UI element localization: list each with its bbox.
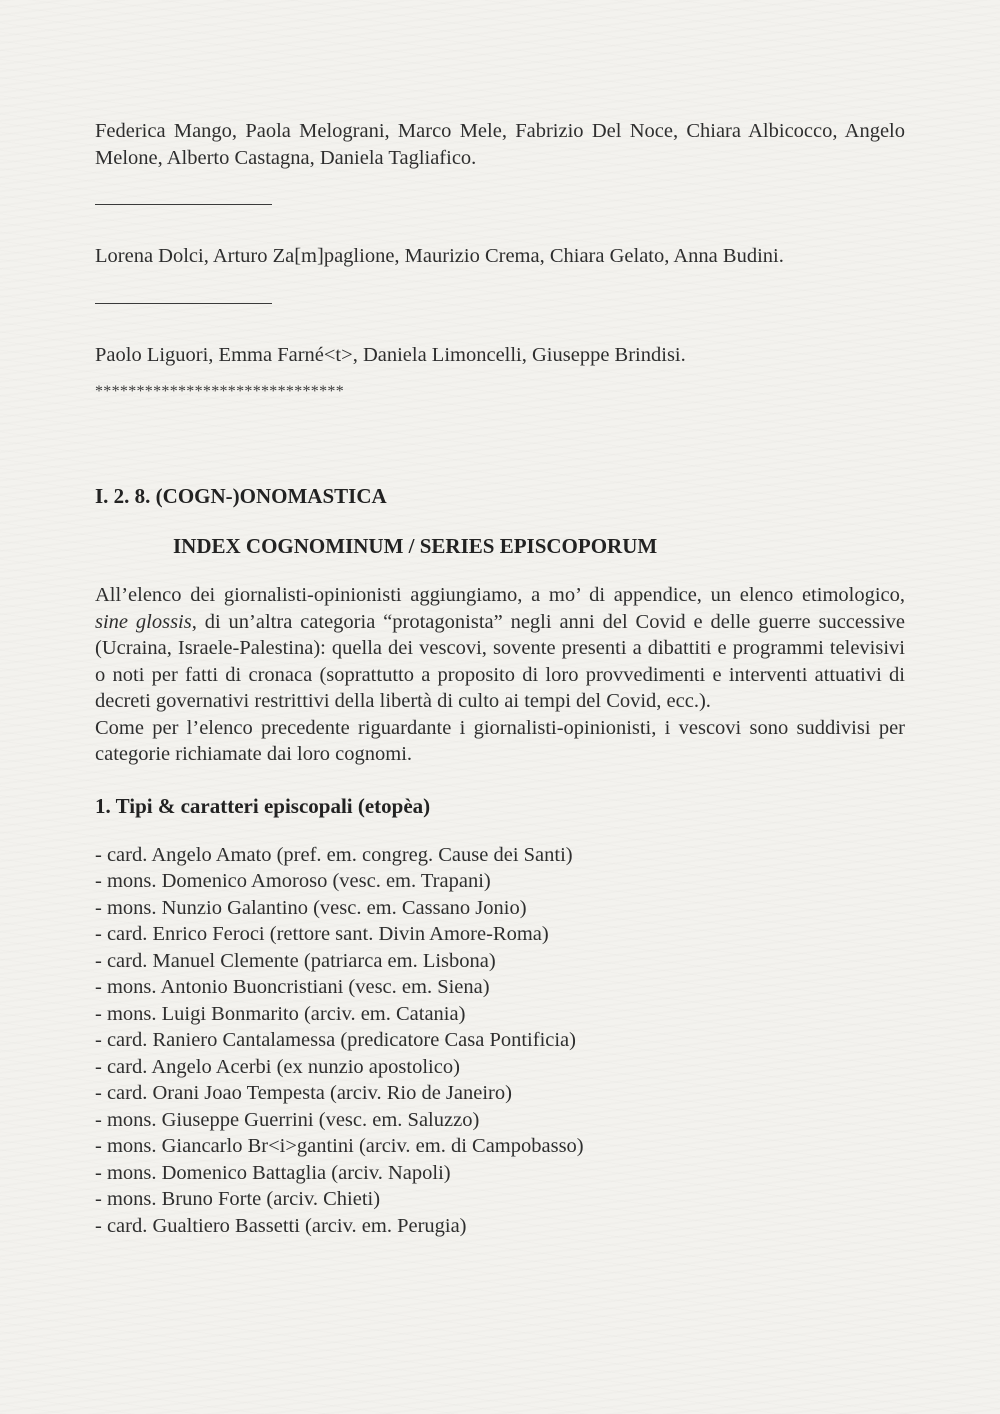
list-item: - mons. Nunzio Galantino (vesc. em. Cassano Jonio): [95, 896, 527, 919]
bishop-list: [95, 842, 905, 1240]
intro-text-part2: , di un’altra categoria “protagonista” negli anni del Covid e delle guerre successive (Ucraina, Israele-Palestina): quella dei vescovi, sovente presenti a dibattiti e programmi televisivi o noti per fatti di cronaca (soprattutto a proposito di loro provvedimenti e interventi attuativi di decreti governativi restrittivi della libertà di culto ai tempi del Covid, ecc.).: [95, 610, 905, 712]
intro-paragraph: [95, 582, 905, 715]
name-group-2: Lorena Dolci, Arturo Za[m]paglione, Maurizio Crema, Chiara Gelato, Anna Budini.: [95, 245, 784, 267]
name-group-1: Federica Mango, Paola Melograni, Marco Mele, Fabrizio Del Noce, Chiara Albicocco, Angelo Melone, Alberto Castagna, Daniela Tagliafico.: [95, 120, 905, 169]
list-item: - mons. Bruno Forte (arciv. Chieti): [95, 1188, 381, 1210]
list-item: - card. Enrico Feroci (rettore sant. Divin Amore-Roma): [95, 923, 549, 945]
document-content: [95, 118, 905, 1239]
list-item: - card. Orani Joao Tempesta (arciv. Rio de Janeiro): [95, 1082, 512, 1104]
list-item: - card. Gualtiero Bassetti (arciv. em. Perugia): [95, 1214, 467, 1237]
section-heading: I. 2. 8. (COGN-)ONOMASTICA: [95, 484, 387, 508]
category-title: 1. Tipi & caratteri episcopali (etopèa): [95, 793, 431, 818]
list-item: - mons. Domenico Battaglia (arciv. Napoli): [95, 1161, 451, 1184]
list-item: - mons. Antonio Buoncristiani (vesc. em. Siena): [95, 976, 490, 998]
list-item: - mons. Giuseppe Guerrini (vesc. em. Saluzzo): [95, 1108, 480, 1131]
list-item: - mons. Domenico Amoroso (vesc. em. Trapani): [95, 870, 491, 892]
intro-paragraph-second: Come per l’elenco precedente riguardante i giornalisti-opinionisti, i vescovi sono suddivisi per categorie richiamate dai loro cognomi.: [95, 716, 905, 765]
list-item: - mons. Giancarlo Br<i>gantini (arciv. em. di Campobasso): [95, 1135, 584, 1157]
intro-text-part1: All’elenco dei giornalisti-opinionisti aggiungiamo, a mo’ di appendice, un elenco etimologico,: [95, 584, 905, 606]
intro-italic-phrase: sine glossis: [95, 610, 192, 633]
name-group-3: Paolo Liguori, Emma Farné<t>, Daniela Limoncelli, Giuseppe Brindisi.: [95, 343, 686, 366]
list-item: - card. Angelo Amato (pref. em. congreg. Cause dei Santi): [95, 843, 573, 866]
section-subheading: INDEX COGNOMINUM / SERIES EPISCOPORUM: [173, 534, 658, 558]
list-item: - card. Raniero Cantalamessa (predicatore Casa Pontificia): [95, 1029, 576, 1051]
separator-stars: ******************************: [95, 383, 344, 400]
list-item: - mons. Luigi Bonmarito (arciv. em. Catania): [95, 1002, 466, 1025]
list-item: - card. Manuel Clemente (patriarca em. Lisbona): [95, 949, 496, 972]
list-item: - card. Angelo Acerbi (ex nunzio apostolico): [95, 1055, 460, 1078]
